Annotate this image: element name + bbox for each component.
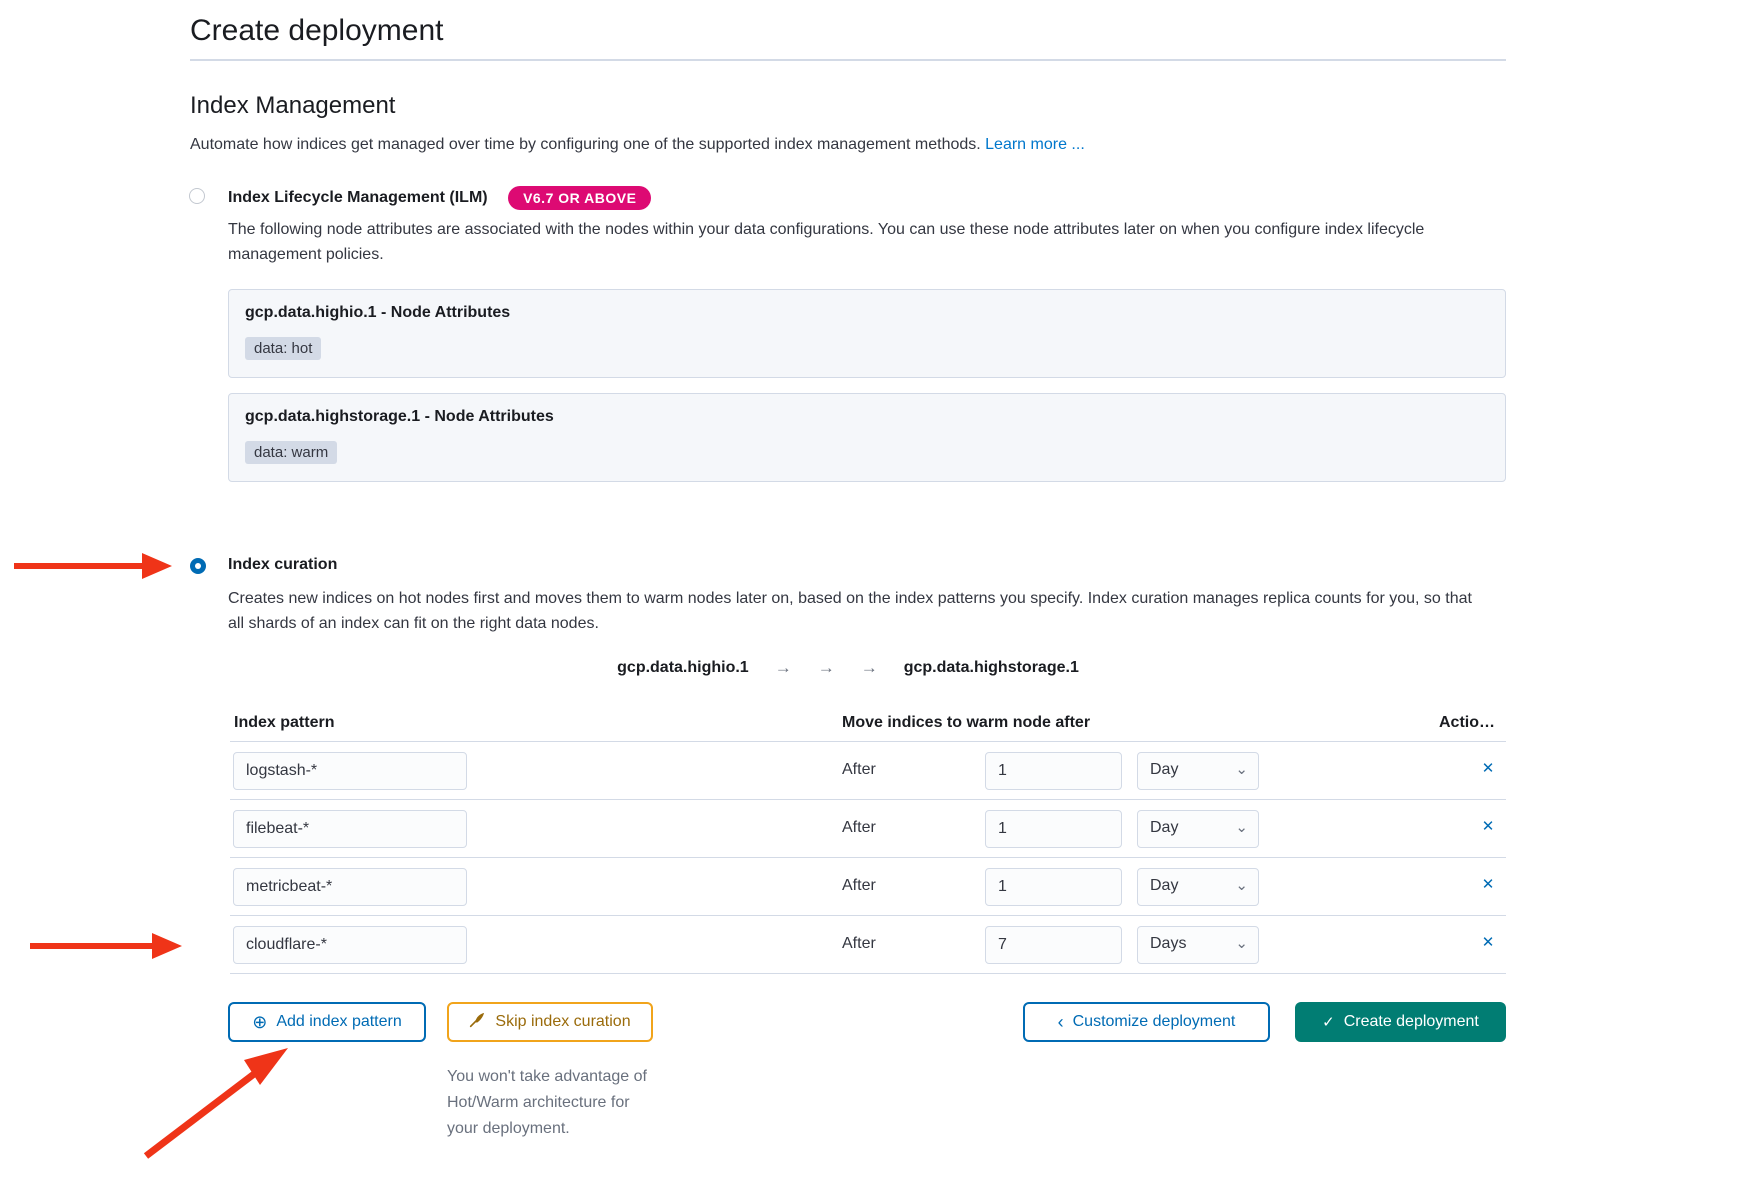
add-index-pattern-button[interactable] [228,1002,426,1042]
flow-source-node: gcp.data.highio.1 [617,659,749,676]
table-row [230,800,1506,858]
after-label: After [842,819,876,836]
table-row [230,858,1506,916]
remove-row-button[interactable]: ✕ [1478,875,1498,895]
time-unit-value: Day [1150,819,1179,836]
broom-icon [469,1011,486,1033]
chevron-down-icon: ⌄ [1235,877,1248,894]
node-attribute-badge-warm: data: warm [245,441,337,464]
node-attributes-panel-highio [228,289,1506,378]
plus-in-circle-icon: ⊕ [252,1012,268,1032]
skip-index-curation-button[interactable] [447,1002,653,1042]
add-index-pattern-label: Add index pattern [276,1013,402,1030]
ilm-option-label[interactable]: Index Lifecycle Management (ILM) [228,189,488,207]
section-description [190,133,1085,157]
remove-row-button[interactable]: ✕ [1478,817,1498,837]
annotation-arrow-add-pattern [146,1048,288,1156]
section-description-text: Automate how indices get managed over time by configuring one of the supported index management methods. [190,136,981,153]
after-label: After [842,761,876,778]
index-pattern-input[interactable] [233,752,467,790]
chevron-down-icon: ⌄ [1235,761,1248,778]
page-title: Create deployment [190,14,444,47]
after-label: After [842,935,876,952]
version-badge: V6.7 OR ABOVE [508,186,651,210]
check-icon: ✓ [1322,1014,1335,1031]
time-unit-value: Days [1150,935,1187,952]
index-curation-description: Creates new indices on hot nodes first and moves them to warm nodes later on, based on the index patterns you specify. Index curation manages replica counts for you, so that all shards of an index can fit on the right data nodes. [228,590,1472,632]
annotation-arrow-index-curation [14,553,172,579]
column-header-actions: Actio… [1439,714,1495,731]
remove-row-button[interactable]: ✕ [1478,933,1498,953]
node-panel-title: gcp.data.highio.1 - Node Attributes [245,304,511,321]
index-management-heading: Index Management [190,92,396,119]
learn-more-link[interactable]: Learn more ... [985,136,1085,153]
after-label: After [842,877,876,894]
move-after-value-input[interactable] [985,868,1122,906]
time-unit-select[interactable] [1137,752,1259,790]
ilm-radio[interactable] [189,188,205,204]
chevron-left-icon: ‹ [1057,1011,1064,1032]
time-unit-value: Day [1150,761,1179,778]
index-pattern-input[interactable] [233,868,467,906]
index-curation-label[interactable]: Index curation [228,556,338,573]
ilm-option-description: The following node attributes are associated with the nodes within your data configurations. You can use these node attributes later on when you configure index lifecycle management policies. [228,221,1425,263]
move-after-value-input[interactable] [985,926,1122,964]
curation-flow-row [190,658,1506,678]
table-header-row [230,714,1506,742]
customize-deployment-label: Customize deployment [1072,1013,1236,1030]
index-curation-radio[interactable] [190,558,206,574]
flow-arrow-icon: → [774,658,792,677]
column-header-index-pattern: Index pattern [234,714,335,731]
flow-arrow-icon: → [817,658,835,677]
flow-target-node: gcp.data.highstorage.1 [903,659,1079,676]
node-attributes-panel-highstorage [228,393,1506,482]
time-unit-select[interactable] [1137,926,1259,964]
title-divider [190,59,1506,61]
node-attribute-badge-hot: data: hot [245,337,321,360]
create-deployment-label: Create deployment [1343,1013,1479,1030]
move-after-value-input[interactable] [985,810,1122,848]
time-unit-select[interactable] [1137,810,1259,848]
table-row [230,916,1506,974]
skip-index-curation-label: Skip index curation [495,1013,631,1030]
index-pattern-input[interactable] [233,810,467,848]
column-header-move-after: Move indices to warm node after [842,714,1091,731]
ilm-option-header [228,186,651,210]
table-row [230,742,1506,800]
index-pattern-table [230,714,1506,974]
chevron-down-icon: ⌄ [1235,819,1248,836]
customize-deployment-button[interactable] [1023,1002,1270,1042]
index-pattern-input[interactable] [233,926,467,964]
time-unit-select[interactable] [1137,868,1259,906]
skip-curation-warning-text: You won't take advantage of Hot/Warm architecture for your deployment. [447,1068,647,1137]
flow-arrow-icon: → [860,658,878,677]
time-unit-value: Day [1150,877,1179,894]
chevron-down-icon: ⌄ [1235,935,1248,952]
annotation-arrow-cloudflare-row [30,933,182,959]
remove-row-button[interactable]: ✕ [1478,759,1498,779]
move-after-value-input[interactable] [985,752,1122,790]
node-panel-title: gcp.data.highstorage.1 - Node Attributes [245,408,554,425]
create-deployment-button[interactable] [1295,1002,1506,1042]
